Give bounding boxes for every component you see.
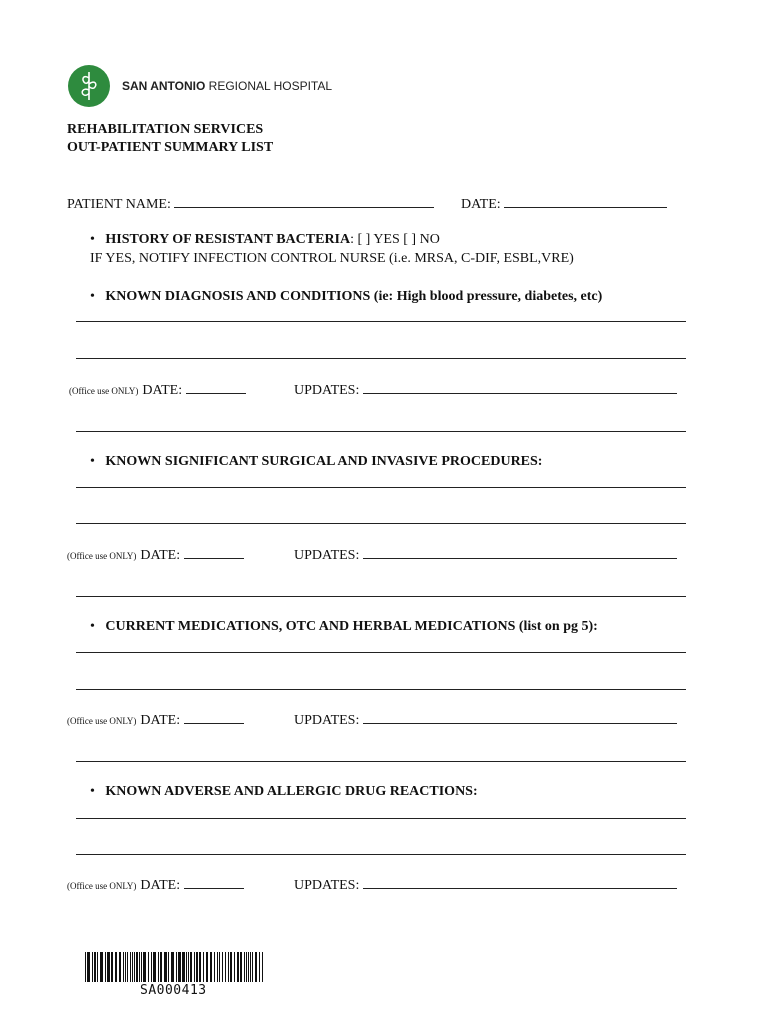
- barcode-bar: [107, 952, 110, 982]
- office-date-label: DATE:: [140, 878, 181, 893]
- barcode-bar: [125, 952, 126, 982]
- updates-field[interactable]: [363, 711, 677, 724]
- barcode-bar: [168, 952, 169, 982]
- barcode-bar: [160, 952, 162, 982]
- barcode-bar: [115, 952, 117, 982]
- updates-field[interactable]: [363, 381, 677, 394]
- entry-line[interactable]: [76, 854, 686, 855]
- bullet-icon: •: [90, 784, 95, 799]
- entry-line[interactable]: [76, 523, 686, 524]
- bullet-icon: •: [90, 619, 95, 634]
- patient-name-label: PATIENT NAME:: [67, 197, 171, 212]
- barcode-bar: [105, 952, 106, 982]
- hospital-name: [122, 79, 332, 93]
- entry-line[interactable]: [76, 761, 686, 762]
- hospital-logo: [67, 64, 111, 113]
- barcode-bar: [244, 952, 245, 982]
- office-date-field[interactable]: [186, 381, 246, 394]
- barcode-bar: [194, 952, 195, 982]
- section-heading-row: [90, 289, 602, 305]
- barcode-bar: [153, 952, 156, 982]
- office-use-label: (Office use ONLY): [69, 386, 139, 396]
- barcode-bar: [240, 952, 242, 982]
- hospital-name-bold: SAN ANTONIO: [122, 79, 206, 93]
- form-title-line2: OUT-PATIENT SUMMARY LIST: [67, 140, 274, 155]
- barcode-bar: [123, 952, 124, 982]
- barcode-bar: [188, 952, 189, 982]
- form-title-line1: REHABILITATION SERVICES: [67, 122, 264, 137]
- barcode-bar: [178, 952, 181, 982]
- barcode-bar: [141, 952, 142, 982]
- hospital-name-rest: REGIONAL HOSPITAL: [205, 79, 333, 93]
- barcode-bar: [151, 952, 152, 982]
- bullet-icon: •: [90, 289, 95, 304]
- barcode-bar: [237, 952, 239, 982]
- barcode-bar: [262, 952, 263, 982]
- barcode-bar: [228, 952, 229, 982]
- office-date-field[interactable]: [184, 876, 244, 889]
- resistant-bacteria-row: [90, 232, 440, 248]
- barcode-bar: [255, 952, 257, 982]
- office-use-row: [69, 381, 246, 399]
- barcode-bar: [143, 952, 146, 982]
- office-use-label: (Office use ONLY): [67, 716, 137, 726]
- barcode-bar: [130, 952, 131, 982]
- office-use-row: [67, 876, 244, 894]
- patient-name-field[interactable]: [174, 195, 434, 208]
- section-heading-row: [90, 454, 542, 470]
- barcode-bar: [222, 952, 223, 982]
- barcode-bar: [217, 952, 218, 982]
- barcode-bar: [203, 952, 204, 982]
- patient-date-label: DATE:: [461, 197, 501, 212]
- section-heading-row: [90, 619, 598, 635]
- barcode-bar: [164, 952, 167, 982]
- office-date-label: DATE:: [140, 713, 181, 728]
- barcode-bar: [186, 952, 187, 982]
- updates-row: [294, 876, 677, 894]
- barcode-bar: [214, 952, 215, 982]
- section-heading: KNOWN DIAGNOSIS AND CONDITIONS (ie: High blood pressure, diabetes, etc): [105, 289, 603, 304]
- barcode-bar: [132, 952, 133, 982]
- patient-date-field[interactable]: [504, 195, 667, 208]
- barcode-bar: [111, 952, 113, 982]
- entry-line[interactable]: [76, 596, 686, 597]
- entry-line[interactable]: [76, 431, 686, 432]
- office-date-label: DATE:: [140, 548, 181, 563]
- barcode-bar: [250, 952, 251, 982]
- entry-line[interactable]: [76, 321, 686, 322]
- barcode-bar: [252, 952, 253, 982]
- office-date-field[interactable]: [184, 711, 244, 724]
- updates-row: [294, 711, 677, 729]
- updates-label: UPDATES:: [294, 548, 360, 563]
- barcode-bar: [230, 952, 232, 982]
- barcode-bar: [210, 952, 212, 982]
- office-date-field[interactable]: [184, 546, 244, 559]
- bullet-icon: •: [90, 454, 95, 469]
- updates-label: UPDATES:: [294, 383, 360, 398]
- barcode-bar: [119, 952, 121, 982]
- barcode-bar: [139, 952, 140, 982]
- updates-label: UPDATES:: [294, 713, 360, 728]
- barcode-bar: [225, 952, 226, 982]
- barcode-bar: [176, 952, 177, 982]
- barcode-bar: [199, 952, 201, 982]
- entry-line[interactable]: [76, 689, 686, 690]
- updates-row: [294, 546, 677, 564]
- bullet-icon: •: [90, 232, 95, 247]
- updates-row: [294, 381, 677, 399]
- barcode-bar: [134, 952, 135, 982]
- barcode-bar: [219, 952, 220, 982]
- barcode-bar: [206, 952, 208, 982]
- barcode-bar: [248, 952, 249, 982]
- entry-line[interactable]: [76, 358, 686, 359]
- office-use-row: [67, 711, 244, 729]
- resistant-bacteria-note: IF YES, NOTIFY INFECTION CONTROL NURSE (i.e. MRSA, C-DIF, ESBL,VRE): [90, 251, 574, 266]
- barcode-bar: [85, 952, 86, 982]
- barcode-bar: [234, 952, 235, 982]
- resistant-bacteria-options[interactable]: : [ ] YES [ ] NO: [350, 232, 440, 247]
- barcode-bar: [259, 952, 260, 982]
- office-date-label: DATE:: [142, 383, 183, 398]
- resistant-bacteria-heading: HISTORY OF RESISTANT BACTERIA: [105, 232, 351, 247]
- entry-line[interactable]: [76, 818, 686, 819]
- section-heading-row: [90, 784, 478, 800]
- barcode-bar: [97, 952, 98, 982]
- patient-name-row: [67, 195, 434, 213]
- barcode-bar: [158, 952, 159, 982]
- updates-field[interactable]: [363, 876, 677, 889]
- barcode-bar: [182, 952, 185, 982]
- updates-field[interactable]: [363, 546, 677, 559]
- barcode-bar: [246, 952, 247, 982]
- barcode-bar: [136, 952, 138, 982]
- section-heading: KNOWN ADVERSE AND ALLERGIC DRUG REACTIONS:: [105, 784, 478, 799]
- barcode-bar: [171, 952, 174, 982]
- section-heading: KNOWN SIGNIFICANT SURGICAL AND INVASIVE PROCEDURES:: [105, 454, 543, 469]
- patient-date-row: [461, 195, 667, 213]
- updates-label: UPDATES:: [294, 878, 360, 893]
- section-heading: CURRENT MEDICATIONS, OTC AND HERBAL MEDICATIONS (list on pg 5):: [105, 619, 598, 634]
- barcode-bar: [196, 952, 198, 982]
- barcode-bar: [127, 952, 128, 982]
- office-use-row: [67, 546, 244, 564]
- barcode-bar: [87, 952, 90, 982]
- barcode-bar: [100, 952, 103, 982]
- entry-line[interactable]: [76, 487, 686, 488]
- office-use-label: (Office use ONLY): [67, 551, 137, 561]
- barcode-bar: [148, 952, 149, 982]
- barcode-number: SA000413: [140, 983, 207, 998]
- office-use-label: (Office use ONLY): [67, 881, 137, 891]
- entry-line[interactable]: [76, 652, 686, 653]
- barcode-bar: [94, 952, 96, 982]
- barcode-bars-icon: [85, 952, 265, 984]
- barcode-bar: [190, 952, 192, 982]
- leaf-logo-icon: [67, 64, 111, 108]
- barcode-bar: [92, 952, 93, 982]
